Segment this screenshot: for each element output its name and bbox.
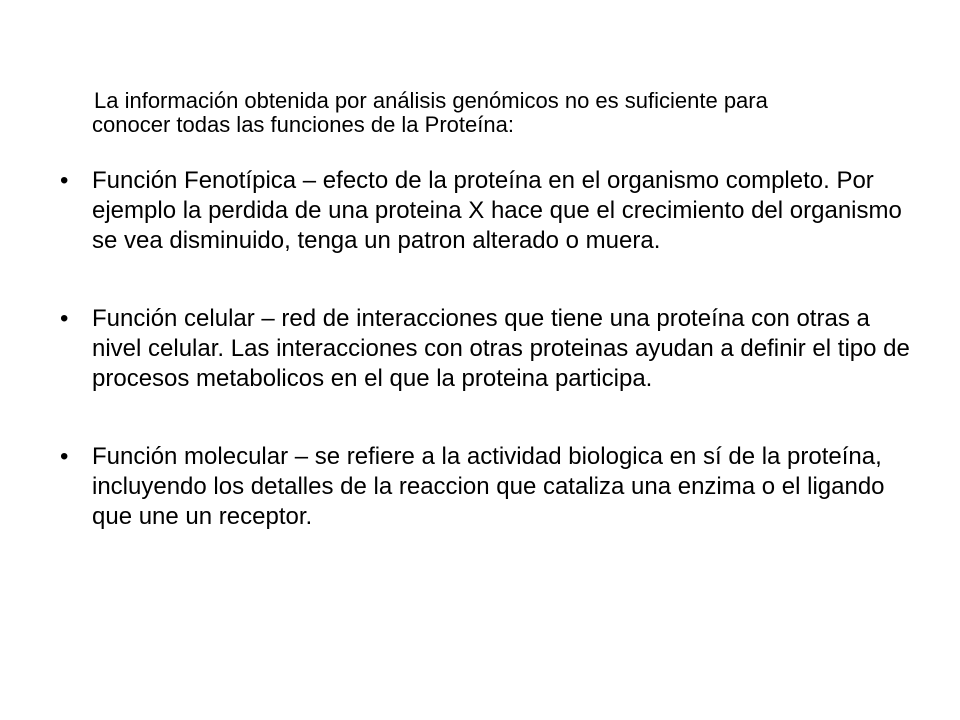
bullet-text: Función molecular – se refiere a la actividad biologica en sí de la proteína, incluyendo los detalles de la reaccion que cataliza una enzima o el ligando que une un receptor. [92,443,885,530]
bullet-text: Función celular – red de interacciones que tiene una proteína con otras a nivel celular. Las interacciones con otras proteinas ayudan a definir el tipo de procesos metabolicos en el que la proteina participa. [92,305,910,392]
bullet-icon: • [60,167,69,194]
bullet-icon: • [60,443,69,470]
bullet-list [60,166,920,580]
bullet-item-cellular-function [60,304,920,394]
bullet-item-phenotypic-function [60,166,920,256]
bullet-item-molecular-function [60,442,920,532]
bullet-icon: • [60,305,69,332]
intro-text: La información obtenida por análisis genómicos no es suficiente para conocer todas las funciones de la Proteína: [92,88,768,137]
bullet-text: Función Fenotípica – efecto de la proteína en el organismo completo. Por ejemplo la perdida de una proteina X hace que el crecimiento del organismo se vea disminuido, tenga un patron alterado o muera. [92,167,902,254]
